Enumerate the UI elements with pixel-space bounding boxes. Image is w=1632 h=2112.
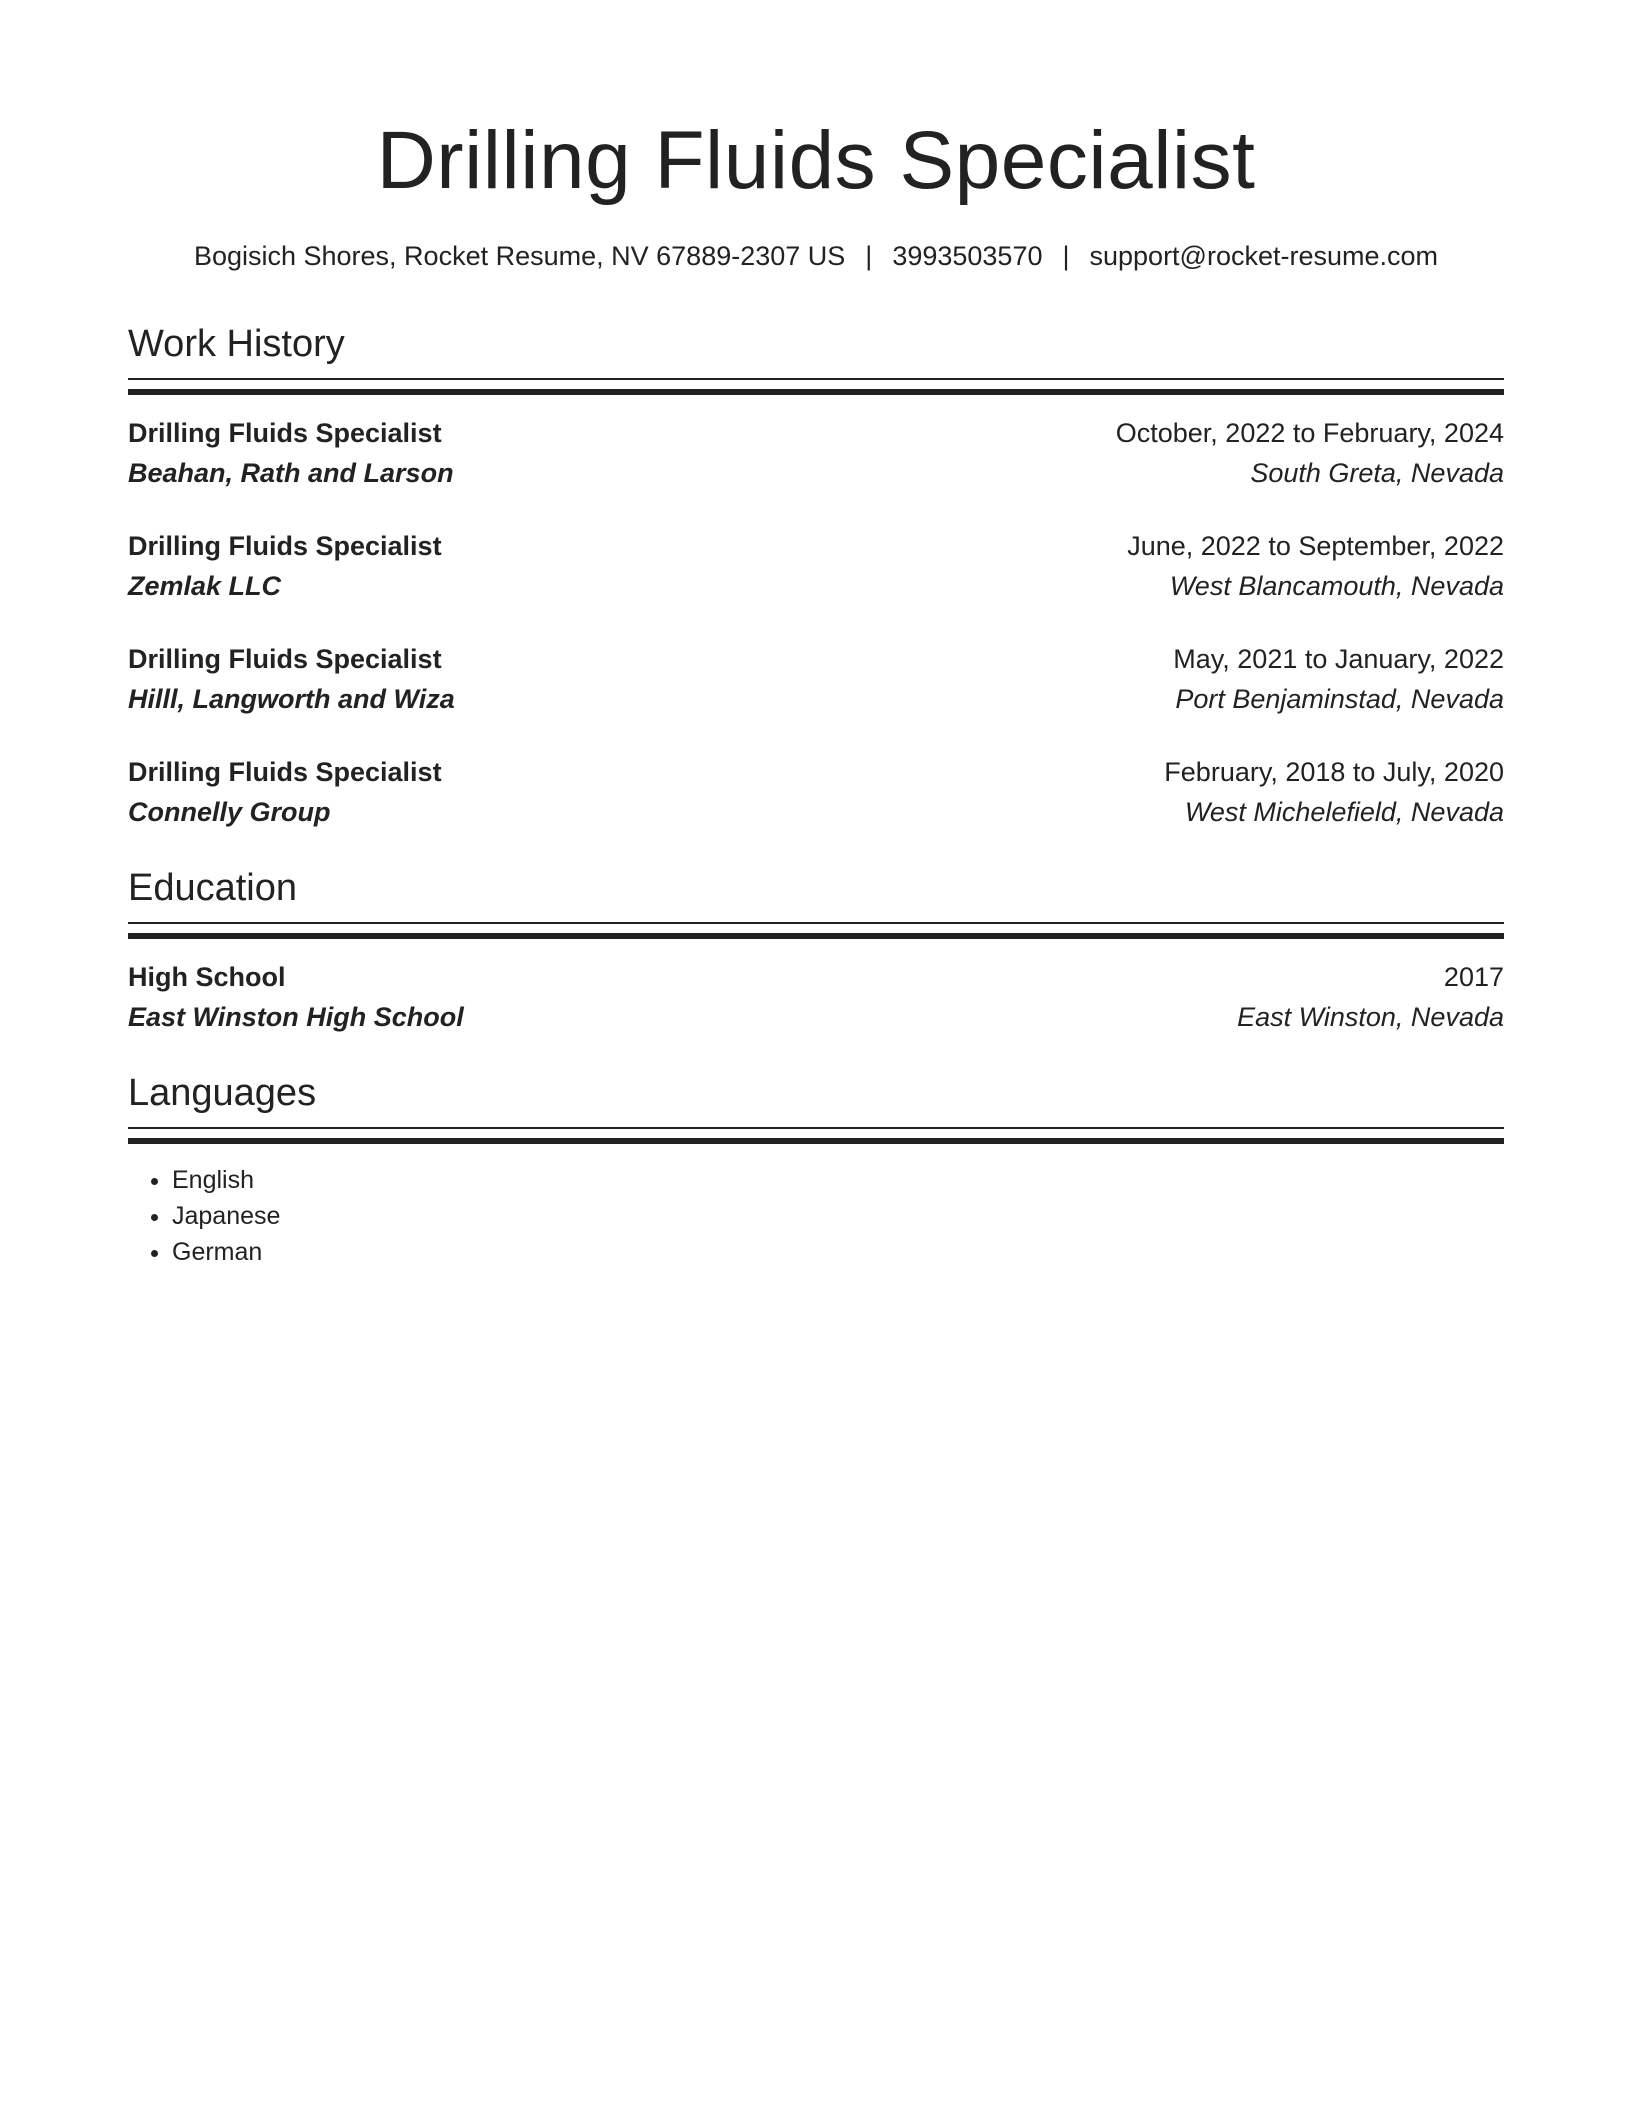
job-title: Drilling Fluids Specialist [128, 531, 442, 562]
work-entry [128, 752, 1504, 832]
contact-email: support@rocket-resume.com [1089, 241, 1439, 271]
work-entry-bottom-row [128, 679, 1504, 719]
company-name: Hilll, Langworth and Wiza [128, 684, 455, 715]
job-location: Port Benjaminstad, Nevada [1175, 684, 1504, 715]
company-name: Beahan, Rath and Larson [128, 458, 454, 489]
education-entry-top-row [128, 957, 1504, 997]
work-entry [128, 526, 1504, 606]
education-list [128, 957, 1504, 1037]
work-entry-bottom-row [128, 792, 1504, 832]
contact-line [128, 240, 1504, 272]
education-entry [128, 957, 1504, 1037]
job-title: Drilling Fluids Specialist [128, 757, 442, 788]
work-entry-top-row [128, 752, 1504, 792]
languages-heading: Languages [128, 1071, 317, 1114]
education-entry-bottom-row [128, 997, 1504, 1037]
language-item: • English [172, 1162, 1504, 1198]
section-divider [128, 1127, 1504, 1144]
job-dates: June, 2022 to September, 2022 [1127, 531, 1504, 562]
education-section [128, 868, 1504, 1037]
job-dates: February, 2018 to July, 2020 [1164, 757, 1504, 788]
education-heading: Education [128, 867, 298, 910]
work-history-heading: Work History [128, 323, 345, 366]
work-entry [128, 639, 1504, 719]
work-history-list [128, 413, 1504, 832]
work-entry-top-row [128, 526, 1504, 566]
school-name: East Winston High School [128, 1001, 464, 1032]
section-divider [128, 378, 1504, 395]
job-location: West Blancamouth, Nevada [1169, 571, 1504, 602]
section-divider [128, 922, 1504, 939]
languages-section [128, 1073, 1504, 1270]
languages-list [128, 1162, 1504, 1270]
graduation-year: 2017 [1443, 961, 1504, 992]
contact-address: Bogisich Shores, Rocket Resume, NV 67889-2307 US [193, 241, 846, 271]
resume-title: Drilling Fluids Specialist [376, 115, 1256, 206]
job-location: South Greta, Nevada [1250, 458, 1504, 489]
contact-separator: | [865, 241, 873, 271]
work-entry-top-row [128, 413, 1504, 453]
work-history-section [128, 324, 1504, 832]
language-item: • Japanese [172, 1198, 1504, 1234]
job-title: Drilling Fluids Specialist [128, 418, 442, 449]
work-entry-bottom-row [128, 453, 1504, 493]
school-location: East Winston, Nevada [1237, 1001, 1504, 1032]
company-name: Zemlak LLC [128, 571, 282, 602]
language-item: • German [172, 1234, 1504, 1270]
company-name: Connelly Group [128, 797, 331, 828]
job-location: West Michelefield, Nevada [1184, 797, 1504, 828]
job-title: Drilling Fluids Specialist [128, 644, 442, 675]
job-dates: October, 2022 to February, 2024 [1115, 418, 1504, 449]
work-entry [128, 413, 1504, 493]
job-dates: May, 2021 to January, 2022 [1173, 644, 1504, 675]
contact-phone: 3993503570 [892, 241, 1043, 271]
work-entry-bottom-row [128, 566, 1504, 606]
work-entry-top-row [128, 639, 1504, 679]
degree-name: High School [128, 961, 286, 992]
contact-separator: | [1062, 241, 1070, 271]
